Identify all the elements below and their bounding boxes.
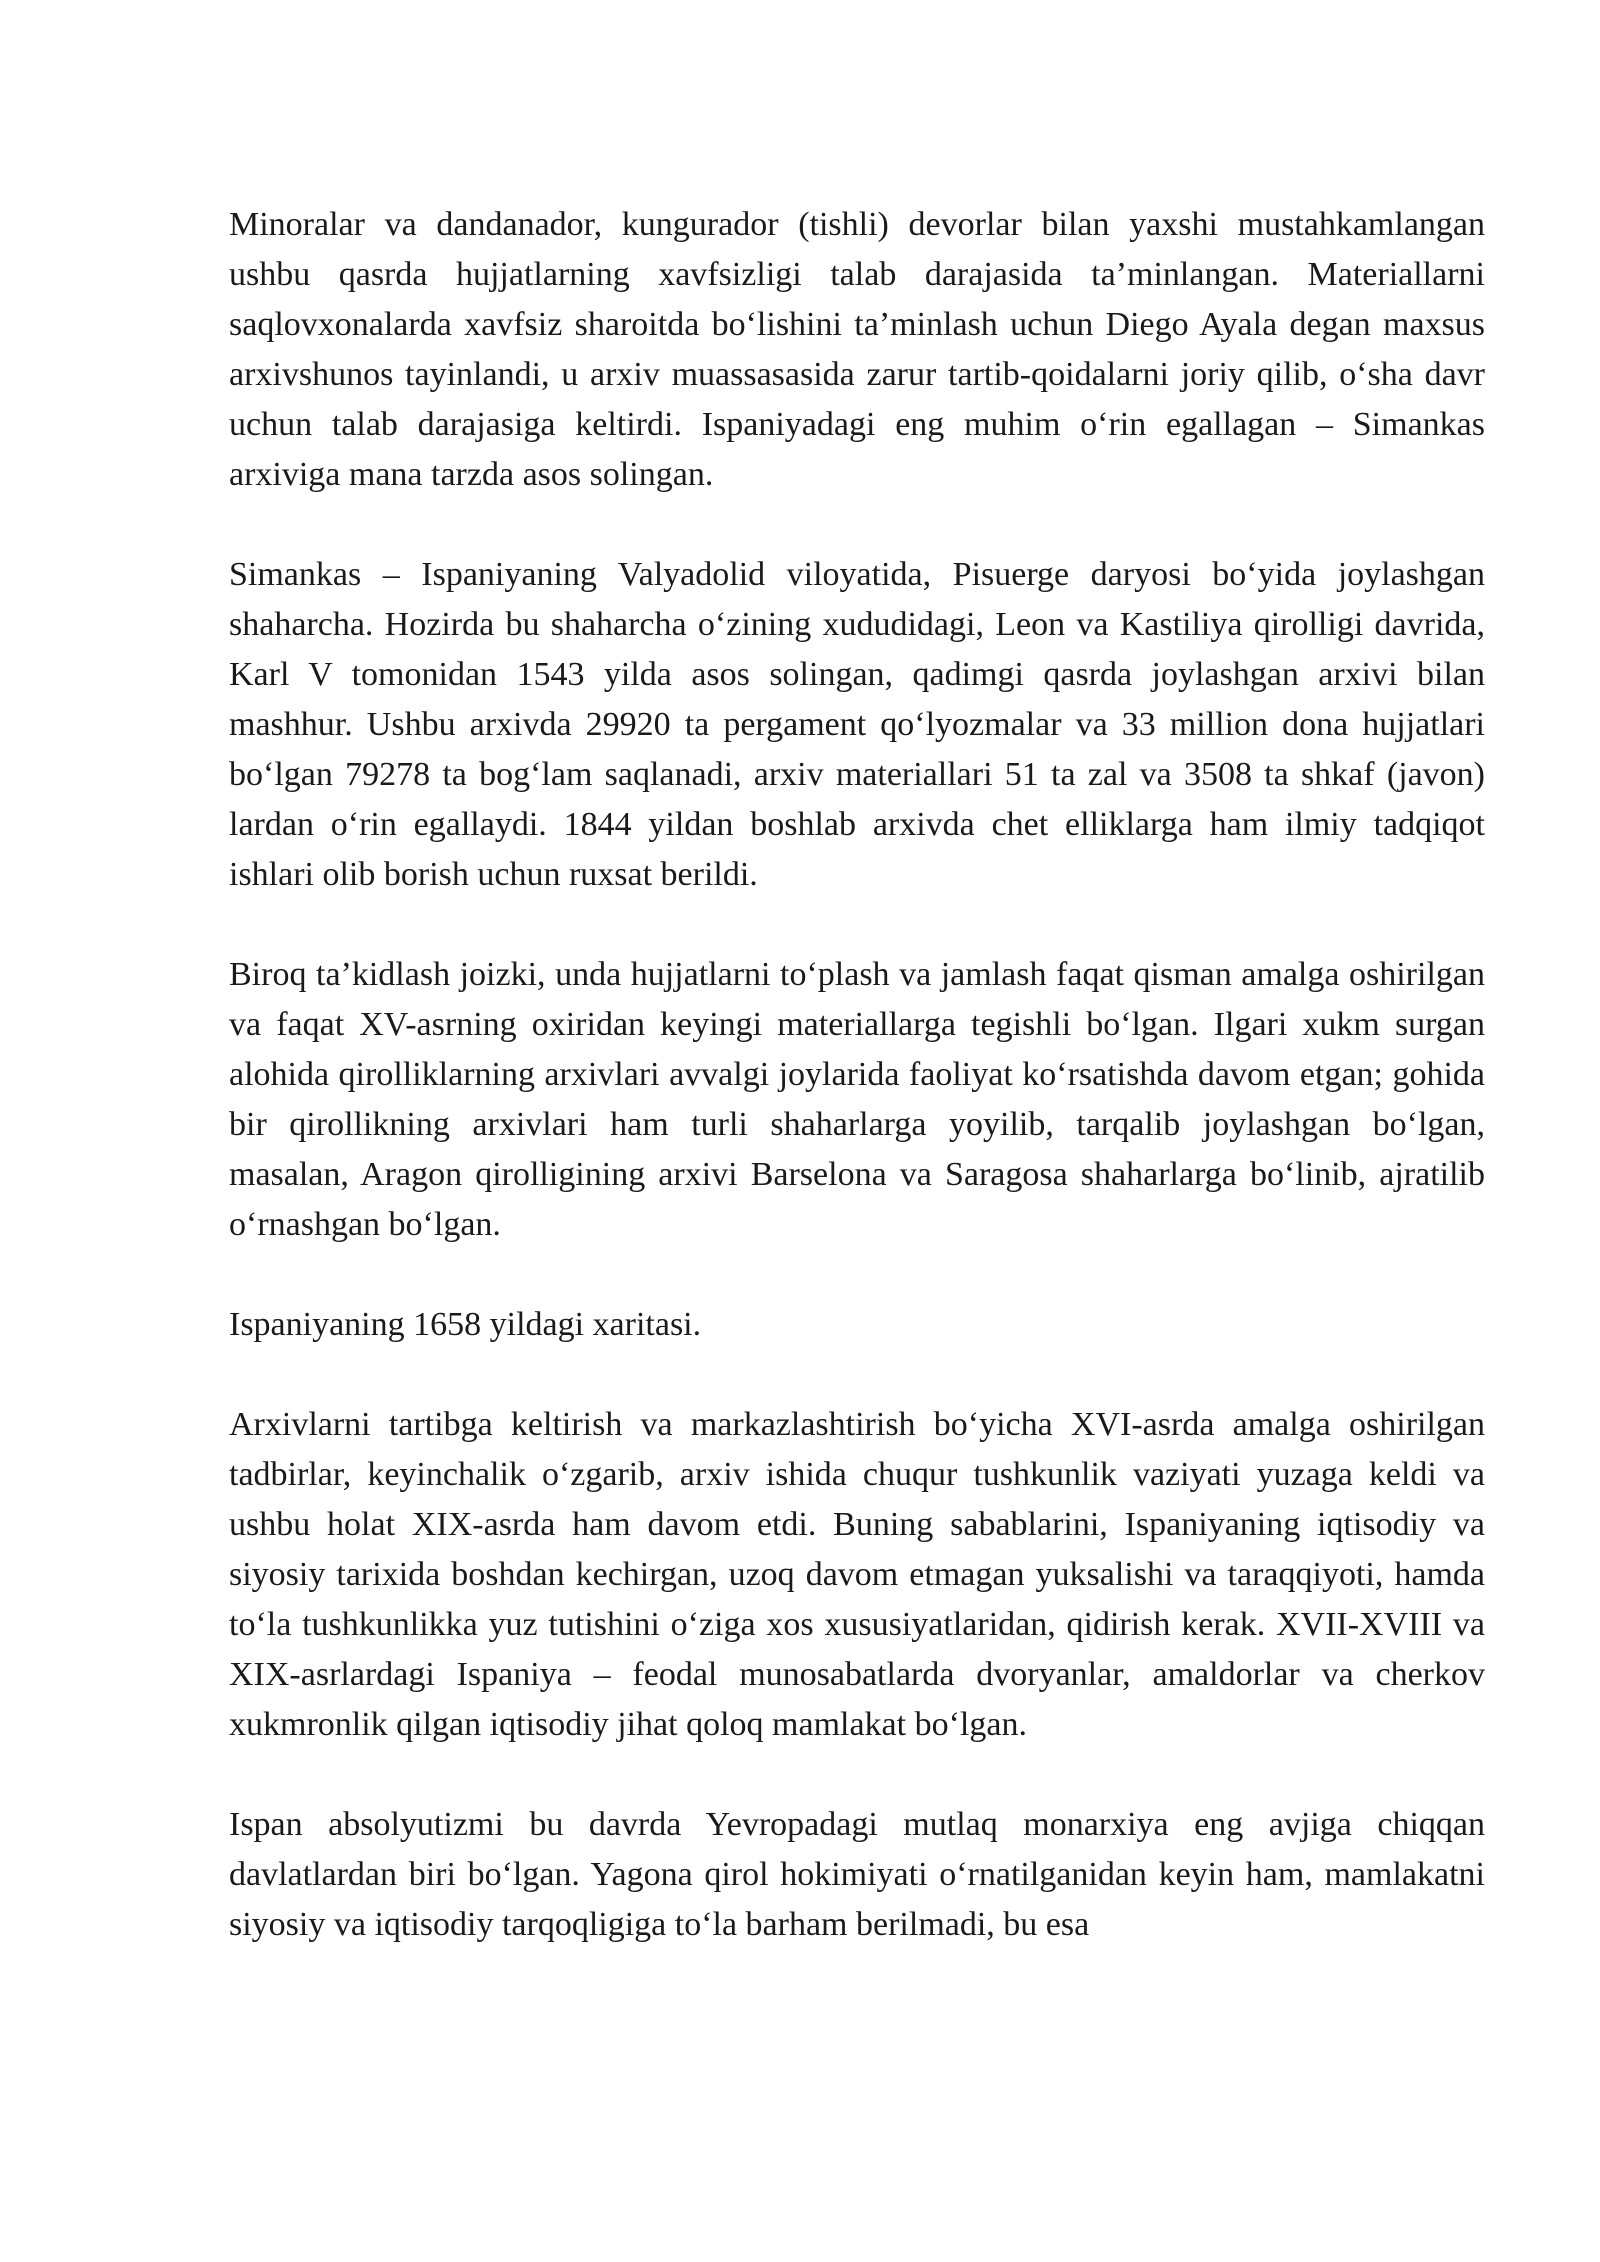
paragraph-absolutism: Ispan absolyutizmi bu davrda Yevropadagi mutlaq monarxiya eng avjiga chiqqan davlatlardan biri bo‘lgan. Yagona qirol hokimiyati o‘rnatilganidan keyin ham, mamlakatni siyosiy va iqtisodiy tarqoqligiga to‘la barham berilmadi, bu esa: [229, 1806, 1485, 1943]
paragraph-archive-collection: Biroq ta’kidlash joizki, unda hujjatlarni to‘plash va jamlash faqat qisman amalga oshirilgan va faqat XV-asrning oxiridan keyingi materiallarga tegishli bo‘lgan. Ilgari xukm surgan alohida qirolliklarning arxivlari avvalgi joylarida faoliyat ko‘rsatishda davom etgan; gohida bir qirollikning arxivlari ham turli shaharlarga yoyilib, tarqalib joylashgan bo‘lgan, masalan, Aragon qirolligining arxivi Barselona va Saragosa shaharlarga bo‘linib, ajratilib o‘rnashgan bo‘lgan.: [229, 956, 1485, 1243]
paragraph-simancas-fortress: Minoralar va dandanador, kungurador (tishli) devorlar bilan yaxshi mustahkamlangan ushbu qasrda hujjatlarning xavfsizligi talab darajasida ta’minlangan. Materiallarni saqlovxonalarda xavfsiz sharoitda bo‘lishini ta’minlash uchun Diego Ayala degan maxsus arxivshunos tayinlandi, u arxiv muassasasida zarur tartib-qoidalarni joriy qilib, o‘sha davr uchun talab darajasiga keltirdi. Ispaniyadagi eng muhim o‘rin egallagan – Simankas arxiviga mana tarzda asos solingan.: [229, 206, 1485, 493]
document-page: [229, 200, 1485, 1950]
paragraph-map-caption: Ispaniyaning 1658 yildagi xaritasi.: [229, 1306, 702, 1343]
paragraph-archive-decline: Arxivlarni tartibga keltirish va markazlashtirish bo‘yicha XVI-asrda amalga oshirilgan tadbirlar, keyinchalik o‘zgarib, arxiv ishida chuqur tushkunlik vaziyati yuzaga keldi va ushbu holat XIX-asrda ham davom etdi. Buning sabablarini, Ispaniyaning iqtisodiy va siyosiy tarixida boshdan kechirgan, uzoq davom etmagan yuksalishi va taraqqiyoti, hamda to‘la tushkunlikka yuz tutishini o‘ziga xos xususiyatlaridan, qidirish kerak. XVII-XVIII va XIX-asrlardagi Ispaniya – feodal munosabatlarda dvoryanlar, amaldorlar va cherkov xukmronlik qilgan iqtisodiy jihat qoloq mamlakat bo‘lgan.: [229, 1406, 1485, 1743]
paragraph-simancas-town: Simankas – Ispaniyaning Valyadolid viloyatida, Pisuerge daryosi bo‘yida joylashgan shaharcha. Hozirda bu shaharcha o‘zining xududidagi, Leon va Kastiliya qirolligi davrida, Karl V tomonidan 1543 yilda asos solingan, qadimgi qasrda joylashgan arxivi bilan mashhur. Ushbu arxivda 29920 ta pergament qo‘lyozmalar va 33 million dona hujjatlari bo‘lgan 79278 ta bog‘lam saqlanadi, arxiv materiallari 51 ta zal va 3508 ta shkaf (javon) lardan o‘rin egallaydi. 1844 yildan boshlab arxivda chet elliklarga ham ilmiy tadqiqot ishlari olib borish uchun ruxsat berildi.: [229, 556, 1485, 893]
